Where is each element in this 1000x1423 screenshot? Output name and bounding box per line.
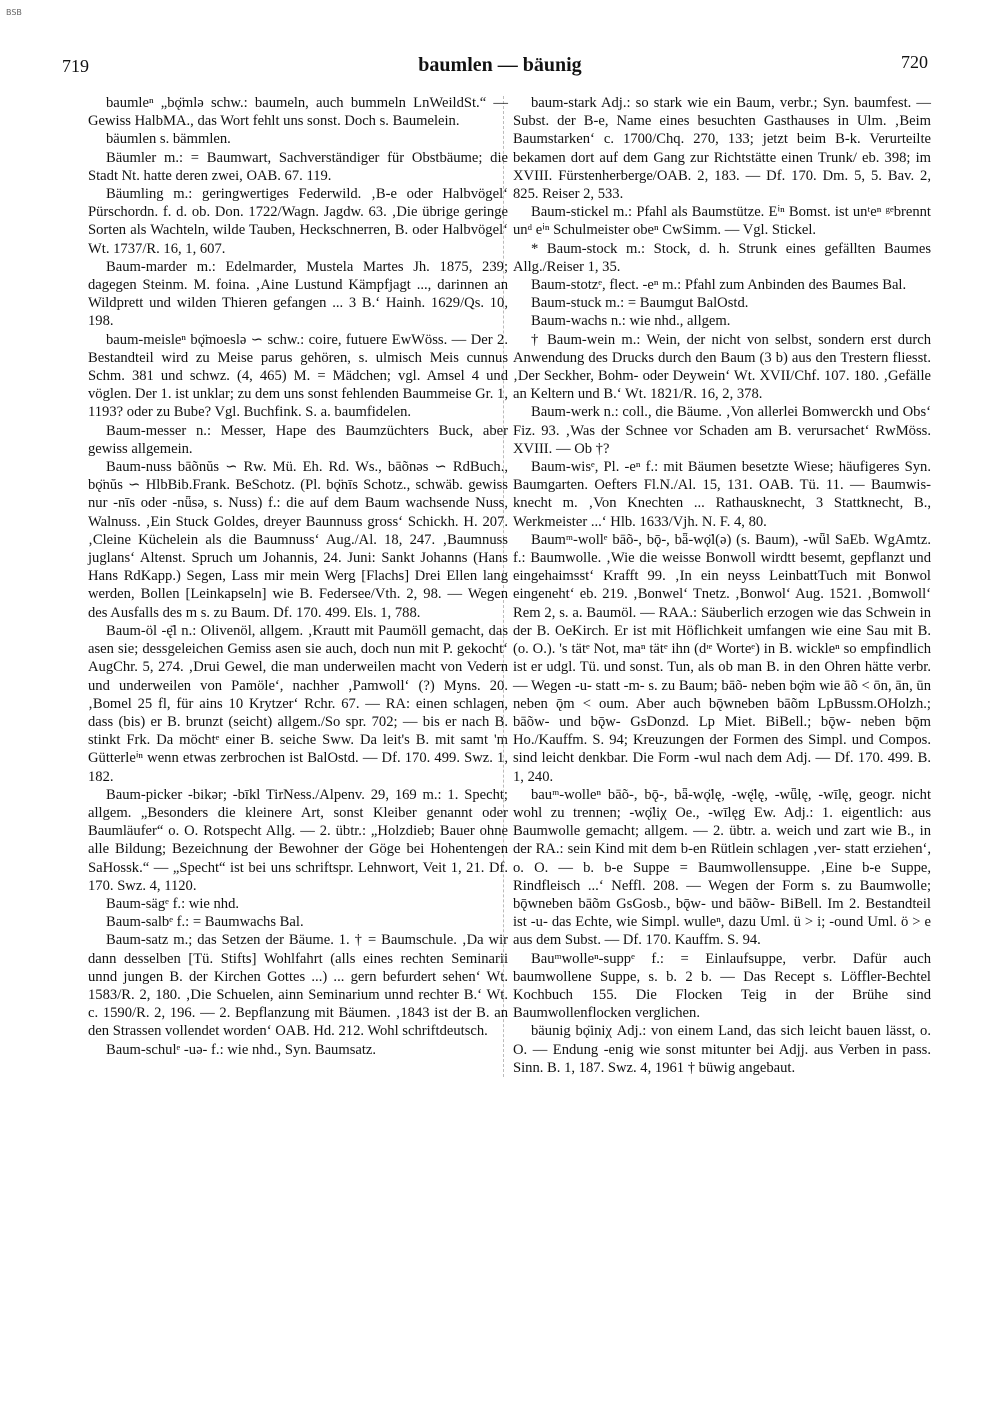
entry-baum-wein: † Baum-wein m.: Wein, der nicht von selbst, sondern erst durch Anwendung des Drucks durch den Baum (3 b) aus den Trestern fliesst. ‚Der Seckher, Bohm- oder Deywein‘ Wt. XVII/Chf. 107. 180. ‚Gefälle an Keltern und B.‘ Wt. 1821/R. 16, 2, 378. [513, 331, 931, 403]
entry-baeumler: Bäumler m.: = Baumwart, Sachverständiger für Obstbäume; die Stadt Nt. hatte deren zwei, OAB. 67. 119. [88, 149, 508, 184]
entry-baumlen: baumleⁿ „bǫ̈mlə schw.: baumeln, auch bummeln LnWeildSt.“ — Gewiss HalbMA., das Wort fehlt uns sonst. Doch s. Baumelein. [88, 95, 508, 130]
entry-baum-stuck: Baum-stuck m.: = Baumgut BalOstd. [531, 295, 749, 312]
page-header [0, 50, 1000, 78]
entry-baum-marder: Baum-marder m.: Edelmarder, Mustela Martes Jh. 1875, 239; dagegen Steinm. M. foina. ‚Aine Lustund Kämpfjagt ..., darinnen an Wildprett und wilden Thieren gefangen ... 3 B.‘ Hainh. 1629/Qs. 10, 198. [88, 258, 508, 330]
left-column [88, 94, 508, 1059]
entry-baeumlen: bäumlen s. bämmlen. [106, 131, 231, 148]
right-column [513, 94, 931, 1077]
entry-baum-wolle: Baumᵐ-wollᵉ bāõ-, bǭ-, bǟ-wǫ̈l(ə) (s. Baum), -wǖl SaEb. WgAmtz. f.: Baumwolle. ‚Wie die weisse Bonwoll wirdtt besemt, gepflanzt und eingehaimsst‘ Krafft 99. ‚In ein neyss LeinbattTuch mit Bonwol eingeneht‘ eb. 219. ‚Bonwel‘ Tnetz. ‚Bonwol‘ Aug. 1521. ‚Bomwoll‘ Rem 2, s. a. Baumöl. — RAA.: Säuberlich erzogen wie das Schwein in der B. OeKirch. Er ist mit Höflichkeit umfangen wie eine Sau mit B. (o. O.). 's tätᵉ Not, maⁿ tätᵉ ihn (dᶦᵉ Worteᵉ) in B. wickleⁿ so empfindlich ist er udgl. Tü. und sonst. Tun, als ob man B. in den Ohren hätte verbr. — Wegen -u- statt -m- s. zu Baum; bāõ- neben bǫ̈m wie āõ < ōn, ān, ūn neben ǭm < oum. Aber auch bǭwneben bāõm LpBussm.OHolzh.; bāõw- und bǭw- GsDonzd. Lp Miet. BiBell.; bǭw- neben bǭm Ho./Kauffm. S. 94; Kreuzungen der Formen des Simpl. und Compos. sind leicht denkbar. Die Form -wul nach dem Adj. — Df. 170. 499. B. 1, 240. [513, 531, 931, 785]
running-head: baumlen — bäunig [418, 54, 582, 76]
entry-baeunig: bäunig bǫ̈iniχ Adj.: von einem Land, das sich leicht bauen lässt, o. O. — Endung -enig wie sonst mitunter bei Adjj. aus Verben in pass. Sinn. B. 1, 187. Swz. 4, 1961 † büwig angebaut. [513, 1023, 931, 1076]
entry-baum-meislen: baum-meisleⁿ bǫ̈moeslə ∽ schw.: coire, futuere EwWöss. — Der 2. Bestandteil wird zu Meise parus gehören, s. ulmisch Meis cunnus Schm. 381 und schwz. (4, 465) M. = Mädchen; vgl. Amsel 4 und vöglen. Der 1. ist unklar; zu dem uns sonst fehlenden Baummeise Gr. 1, 1193? oder zu Bube? Vgl. Buchfink. S. a. baumfidelen. [88, 331, 508, 421]
entry-baum-wachs: Baum-wachs n.: wie nhd., allgem. [531, 313, 731, 330]
entry-baumwollen-suppe: Bauᵐwolleⁿ-suppᵉ f.: = Einlaufsuppe, verbr. Dafür auch baumwollene Suppe, s. b. 2 b. — Das Recept s. Löffler-Bechtel Kochbuch 155. Die Flocken Teig in der Brühe sind Baumwollenflocken verglichen. [513, 950, 931, 1022]
entry-baum-satz: Baum-satz m.; das Setzen der Bäume. 1. † = Baumschule. ‚Da wir dann desselben [Tü. Stifts] Wohlfahrt (alls eines rechten Seminarii unnd jungen B. der Kirchen Gottes ...) ... gern befurdert sehen‘ Wt. 1583/R. 2, 180. ‚Die Schuelen, ainn Seminarium unnd rechter B.‘ Wt. c. 1590/R. 2, 196. — 2. Bepflanzung mit Bäumen. ‚1843 ist der B. an den Strassen vollendet worden‘ OAB. Hd. 212. Wohl schriftdeutsch. [88, 932, 508, 1040]
entry-baum-stark: baum-stark Adj.: so stark wie ein Baum, verbr.; Syn. baumfest. — Subst. der B-e, Name eines besuchten Gasthauses in Ulm. ‚Beim Baumstarken‘ c. 1700/Chq. 270, 133; jetzt beim B-k. Verurteilte bekamen dort auf dem Gang zur Richtstätte einen Trunk/ eb. 398; im XVIII. Fürstenherberge/OAB. 2, 183. — Df. 170. Dm. 5, 5. Bav. 2, 825. Reiser 2, 533. [513, 95, 931, 203]
entry-baum-wise: Baum-wisᵉ, Pl. -eⁿ f.: mit Bäumen besetzte Wiese; häufigeres Syn. Baumgarten. Oefters Fl.N./Al. 15, 131. OAB. Tü. 11. — Baumwis-knecht m. ‚Von Knechten ... Rathausknecht, 3 Stattknecht, B., Werkmeister ...‘ Hlb. 1633/Vjh. N. F. 4, 80. [513, 459, 931, 530]
entry-baum-picker: Baum-picker -bikər; -bīkl TirNess./Alpenv. 29, 169 m.: 1. Specht; allgem. „Besonders die kleinere Art, sonst Kleiber genannt oder Baumläufer“ o. O. Rotspecht Allg. — 2. übtr.: „Holzdieb; Bauer ohne alle Bildung; Bezeichnung der Bewohner der Göge bei Hohentengen SaHossk.“ — „Specht“ ist bei uns schriftspr. Lehnwort, Veit 1, 21. Df. 170. Swz. 4, 1120. [88, 786, 508, 894]
entry-baum-stock: * Baum-stock m.: Stock, d. h. Strunk eines gefällten Baumes Allg./Reiser 1, 35. [513, 240, 931, 275]
entry-baum-schule: Baum-schulᵉ -uə- f.: wie nhd., Syn. Baumsatz. [106, 1041, 377, 1058]
page-number-left: 719 [62, 56, 89, 76]
entry-baum-messer: Baum-messer n.: Messer, Hape des Baumzüchters Buck, aber gewiss allgemein. [88, 422, 508, 457]
entry-baum-oel: Baum-öl -ę̄l n.: Olivenöl, allgem. ‚Krautt mit Paumöll gemacht, das asen sie; dessgeleichen Gemiss asen sie auch, doch nun mit P. gekocht‘ AugChr. 5, 274. ‚Drui Gewel, die man underweilen macht von Vedern und underweilen von Pamöle‘, nachher ‚Pamwoll‘ (?) Myns. 20. ‚Bomel 25 fl, für ains 10 Krytzer‘ Rchr. 67. — RA: einen schlagen, dass (bis) er B. brunzt (seicht) allgem./So spr. 702; — bis er nach B. stinkt Frk. Da möchtᵉ einer B. seiche Sww. Da leit's B. mit samt 'm Gütterleⁱⁿ wenn etwas zerbrochen ist BalOstd. — Df. 170. 499. Swz. 1, 182. [88, 622, 508, 785]
library-stamp: BSB [6, 8, 22, 17]
entry-baum-werk: Baum-werk n.: coll., die Bäume. ‚Von allerlei Bomwerckh und Obs‘ Fiz. 93. ‚Was der Schnee vor Schaden am B. verursachet‘ RwMöss. XVIII. — Ob †? [513, 404, 931, 457]
entry-baum-salbe: Baum-salbᵉ f.: = Baumwachs Bal. [106, 914, 304, 931]
entry-baeumling: Bäumling m.: geringwertiges Federwild. ‚B-e oder Halbvögel‘ Pürschordn. f. d. ob. Don. 1722/Wagn. Jagdw. 63. ‚Die übrige geringe Sorten als Wachteln, wilde Tauben, Heckschnerren, B. oder Halbvögel‘ Wt. 1737/R. 16, 1, 607. [88, 186, 508, 257]
entry-baum-nuss: Baum-nuss bāõnŭs ∽ Rw. Mü. Eh. Rd. Ws., bāõnəs ∽ RdBuch., bǫ̈nŭs ∽ HlbBib.Frank. BeSchotz. (Pl. bǫ̈nīs Schotz., schwäb. gewiss nur -nīs oder -nǖsə, s. Nuss) f.: die auf dem Baum wachsende Nuss, Walnuss. ‚Ein Stuck Goldes, dreyer Baunnuss gross‘ Schickh. H. 207. ‚Cleine Küchelein als die Baumnuss‘ Aug./Al. 18, 247. ‚Baumnuss juglans‘ Altenst. Spruch um Johannis, 24. Juni: Sankt Johanns (Hans Hans RdKapp.) Segen, Lass mir mein Werg [Flachs] Drei Ellen lang werden, Bollen [Leinkapseln] wie B. Federsee/Vth. 2, 98. — Wegen des Ausfalls des m s. zu Baum. Df. 170. 499. Els. 1, 788. [88, 459, 508, 621]
page-number-right: 720 [901, 52, 928, 72]
entry-baum-saege: Baum-sägᵉ f.: wie nhd. [106, 895, 240, 912]
entry-baum-wollen-adj: bauᵐ-wolleⁿ bāõ-, bǭ-, bǟ-wǫ̈lę, -wę̈lę, -wǖlę, -wīlę, geogr. nicht wohl zu trennen; -wǫ̈liχ Oe., -wīlęg Ew. Adj.: 1. eigentlich: aus Baumwolle gemacht; allgem. — 2. übtr. a. weich und zart wie B., in der RA.: sein Kind mit dem b-en Rütlein schlagen ‚ver- statt erziehen‘, o. O. — b. b-e Suppe = Baumwollensuppe. ‚Eine b-e Suppe, Rindfleisch ...‘ Neffl. 208. — Wegen der Form s. zu Baumwolle; bǭwneben bāõm GsGosb., bǭw- und bāõw- BiBell. Im 2. Bestandteil ist -u- das Echte, wie Simpl. wulleⁿ, dazu Uml. ü > i; -ound Uml. ö > e aus dem Subst. — Df. 170. Kauffm. S. 94. [513, 786, 931, 949]
entry-baum-stotze: Baum-stotzᵉ, flect. -eⁿ m.: Pfahl zum Anbinden des Baumes Bal. [531, 277, 907, 294]
entry-baum-stickel: Baum-stickel m.: Pfahl als Baumstütze. Eⁱⁿ Bomst. ist unᵗeⁿ ᵍᵉbrennt unᵈ eⁱⁿ Schulmeister obeⁿ CwSimm. — Vgl. Stickel. [513, 204, 931, 239]
